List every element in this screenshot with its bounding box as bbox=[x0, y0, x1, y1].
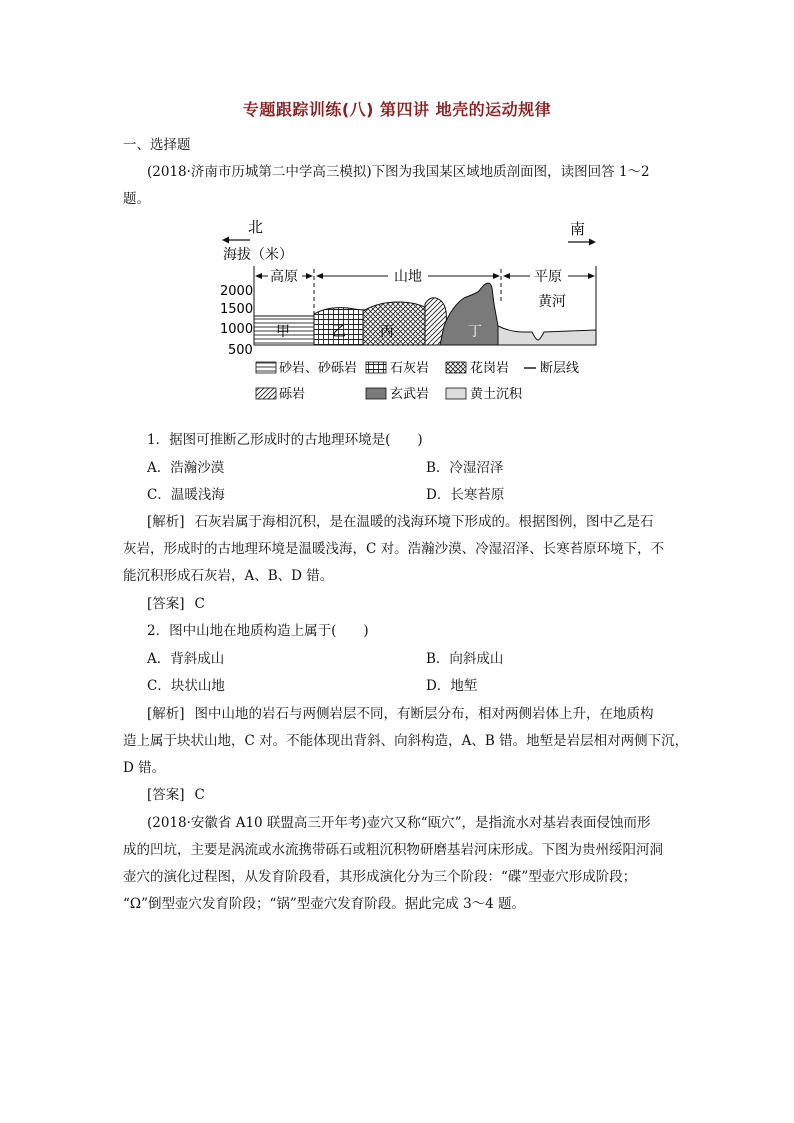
q2-analysis-tag: [解析] bbox=[147, 706, 185, 722]
q1-analysis-line3: 能沉积形成石灰岩，A、B、D 错。 bbox=[123, 568, 334, 584]
intro1-line1: (2018·济南市历城第二中学高三模拟)下图为我国某区域地质剖面图，读图回答 1～2 bbox=[147, 164, 650, 180]
q2-option-c: C．块状山地 bbox=[147, 678, 225, 694]
q1-answer-value: C bbox=[194, 596, 205, 612]
q2-answer-tag: [答案] bbox=[147, 787, 185, 803]
block-bing-granite bbox=[363, 302, 430, 345]
intro2-line2: 成的凹坑，主要是涡流或水流携带砾石或粗沉积物研磨基岩河床形成。下图为贵州绥阳河洞 bbox=[123, 842, 663, 858]
q2-answer bbox=[147, 783, 205, 803]
q1-analysis-line1 bbox=[147, 510, 654, 530]
legend-conglomerate: 砾岩 bbox=[279, 387, 306, 402]
section-heading: 一、选择题 bbox=[123, 137, 191, 153]
q1-analysis-tag: [解析] bbox=[147, 514, 185, 530]
legend-swatch-basalt bbox=[366, 388, 386, 399]
block-label-bing: 丙 bbox=[380, 324, 394, 340]
page-title: 专题跟踪训练(八) 第四讲 地壳的运动规律 bbox=[242, 100, 552, 119]
y-axis-label: 海拔（米） bbox=[223, 247, 293, 263]
block-label-jia: 甲 bbox=[276, 324, 290, 340]
loess-plain bbox=[498, 326, 596, 345]
y-tick: 500 bbox=[228, 343, 253, 358]
legend-fault: 断层线 bbox=[540, 361, 580, 376]
intro2-line4: “Ω”倒型壶穴发育阶段；“锅”型壶穴发育阶段。据此完成 3～4 题。 bbox=[123, 896, 526, 912]
intro2-line1: (2018·安徽省 A10 联盟高三开年考)壶穴又称“瓯穴”，是指流水对基岩表面侵蚀而形 bbox=[147, 815, 651, 831]
legend-limestone: 石灰岩 bbox=[390, 361, 430, 376]
region-plain: 平原 bbox=[534, 269, 562, 285]
legend-granite: 花岗岩 bbox=[470, 361, 510, 376]
y-tick: 1500 bbox=[220, 302, 254, 317]
geologic-profile-figure bbox=[218, 214, 608, 409]
y-tick: 1000 bbox=[220, 322, 254, 337]
q1-option-c: C．温暖浅海 bbox=[147, 487, 225, 503]
q1-stem: 1．据图可推断乙形成时的古地理环境是( ) bbox=[147, 432, 423, 448]
q2-analysis-line2: 造上属于块状山地，C 对。不能体现出背斜、向斜构造，A、B 错。地堑是岩层相对两侧下沉， bbox=[123, 733, 689, 749]
legend-swatch-limestone bbox=[366, 362, 386, 373]
river-label: 黄河 bbox=[538, 294, 566, 310]
q1-option-b: B．冷湿沼泽 bbox=[426, 460, 504, 476]
block-label-yi: 乙 bbox=[332, 324, 346, 340]
q1-answer bbox=[147, 592, 205, 612]
legend-swatch-loess bbox=[446, 388, 466, 399]
legend-basalt: 玄武岩 bbox=[390, 387, 430, 402]
q2-option-a: A．背斜成山 bbox=[147, 651, 225, 667]
intro1-line2: 题。 bbox=[123, 191, 150, 207]
block-label-ding: 丁 bbox=[468, 324, 482, 340]
q1-analysis-text: 石灰岩属于海相沉积，是在温暖的浅海环境下形成的。根据图例，图中乙是石 bbox=[194, 514, 654, 530]
legend-sandstone: 砂岩、砂砾岩 bbox=[279, 361, 358, 376]
q2-stem: 2．图中山地在地质构造上属于( ) bbox=[147, 623, 369, 639]
q1-answer-tag: [答案] bbox=[147, 596, 185, 612]
q1-option-d: D．长寒苔原 bbox=[426, 487, 505, 503]
q2-option-d: D．地堑 bbox=[426, 678, 478, 694]
south-label: 南 bbox=[570, 220, 586, 238]
q2-answer-value: C bbox=[194, 787, 205, 803]
north-arrow-head bbox=[222, 237, 229, 244]
legend-swatch-conglomerate bbox=[256, 388, 276, 399]
q1-analysis-line2: 灰岩，形成时的古地理环境是温暖浅海，C 对。浩瀚沙漠、冷湿沼泽、长寒苔原环境下，不 bbox=[123, 541, 665, 557]
q2-analysis-text: 图中山地的岩石与两侧岩层不同，有断层分布，相对两侧岩体上升，在地质构 bbox=[194, 706, 654, 722]
north-label: 北 bbox=[248, 218, 264, 236]
q2-analysis-line1 bbox=[147, 702, 654, 722]
legend-loess: 黄土沉积 bbox=[470, 387, 523, 402]
q2-option-b: B．向斜成山 bbox=[426, 651, 504, 667]
region-plateau: 高原 bbox=[270, 269, 298, 285]
region-mountain: 山地 bbox=[394, 269, 422, 285]
legend-swatch-granite bbox=[446, 362, 466, 373]
y-tick: 2000 bbox=[220, 284, 254, 299]
south-arrow-head bbox=[589, 239, 596, 246]
legend-swatch-sandstone bbox=[256, 362, 276, 373]
intro2-line3: 壶穴的演化过程图，从发育阶段看，其形成演化分为三个阶段：“碟”型壶穴形成阶段； bbox=[123, 869, 637, 885]
q2-analysis-line3: D 错。 bbox=[123, 760, 166, 776]
q1-option-a: A．浩瀚沙漠 bbox=[147, 460, 225, 476]
